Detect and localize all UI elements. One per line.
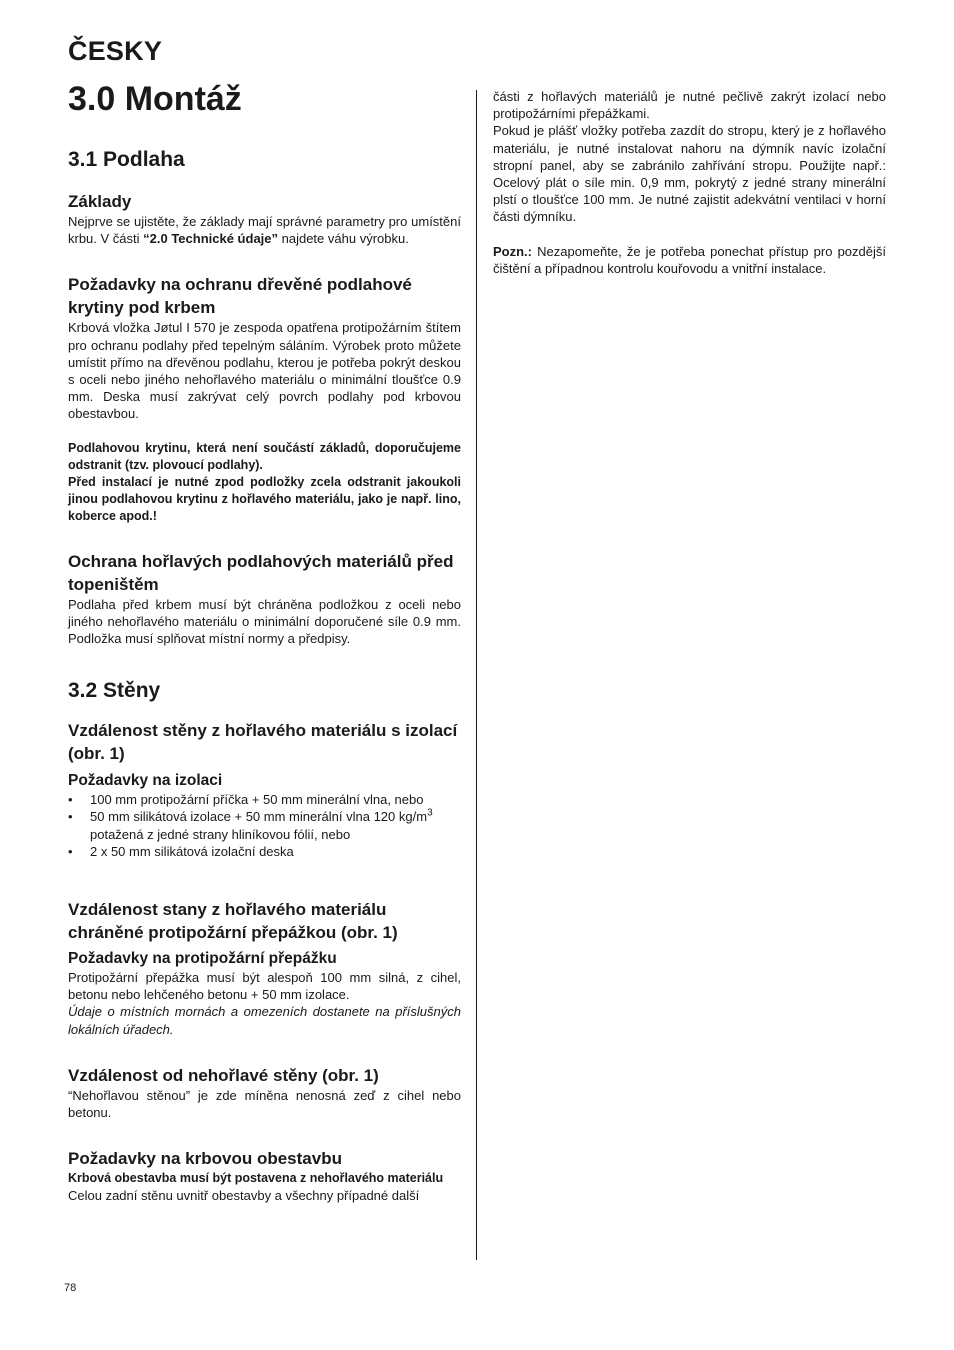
firewall-paragraph: Protipožární přepážka musí být alespoň 100 mm silná, z cihel, betonu nebo lehčeného betonu + 50 mm izolace. — [68, 970, 461, 1003]
surround-requirements-heading: Požadavky na krbovou obestavbu — [68, 1149, 342, 1169]
surround-paragraph: Celou zadní stěnu uvnitř obestavby a všechny případné další — [68, 1188, 420, 1204]
combustible-floor-heading: Ochrana hořlavých podlahových materiálů před topeništěm — [68, 551, 454, 594]
page-number: 78 — [64, 1282, 77, 1294]
list-item — [68, 808, 461, 842]
note-label: Pozn.: — [493, 243, 532, 259]
technical-data-reference: “2.0 Technické údaje” — [143, 231, 279, 247]
note-paragraph — [493, 243, 886, 277]
floor-protection-heading: Požadavky na ochranu dřevěné podlahové krytiny pod krbem — [68, 275, 412, 318]
insulation-requirements-heading: Požadavky na izolaci — [68, 772, 223, 790]
zaklady-text-b: najdete váhu výrobku. — [278, 231, 409, 247]
local-regulations-note: Údaje o místních mornách a omezeních dostanete na příslušných lokálních úřadech. — [68, 1004, 461, 1037]
chapter-title: 3.0 Montáž — [68, 80, 242, 118]
combustible-floor-paragraph: Podlaha před krbem musí být chráněna podložkou z oceli nebo jiného nehořlavého materiálu o minimální doporučené síle 0.9 mm. Podložka musí splňovat místní normy a předpisy. — [68, 596, 461, 647]
language-heading: ČESKY — [68, 36, 163, 66]
right-paragraph-1: části z hořlavých materiálů je nutné pečlivě zakrýt izolací nebo protipožárními přepážkami. — [493, 89, 886, 122]
insulated-wall-heading: Vzdálenost stěny z hořlavého materiálu s izolací (obr. 1) — [68, 721, 458, 764]
list-item: • 2 x 50 mm silikátová izolační deska — [68, 843, 461, 860]
bold-note-2: Před instalací je nutné zpod podložky zcela odstranit jakoukoli jinou podlahovou krytinu z hořlavého materiálu, jako je např. lino, koberce apod.! — [68, 475, 461, 524]
list-item-text: 50 mm silikátová izolace + 50 mm minerální vlna 120 kg/m — [90, 809, 428, 825]
note-text: Nezapomeňte, že je potřeba ponechat přístup pro pozdější čištění a případnou kontrolu kouřovodu a vnitřní instalace. — [493, 243, 886, 276]
list-item-continuation: potažená z jedné strany hliníkovou fólií, nebo — [90, 826, 351, 842]
left-column — [68, 146, 461, 1205]
surround-bold-note: Krbová obestavba musí být postavena z nehořlavého materiálu — [68, 1171, 444, 1186]
firewall-heading: Vzdálenost stany z hořlavého materiálu chráněné protipožární přepážkou (obr. 1) — [68, 900, 398, 943]
insulation-list — [68, 791, 461, 860]
right-column — [493, 88, 886, 277]
superscript: 3 — [427, 808, 433, 820]
zaklady-paragraph — [68, 213, 461, 247]
zaklady-heading: Základy — [68, 192, 132, 211]
bold-note-1: Podlahovou krytinu, která není součástí základů, doporučujeme odstranit (tzv. plovoucí podlahy). — [68, 440, 461, 472]
right-paragraph-2: Pokud je plášť vložky potřeba zazdít do stropu, který je z hořlavého materiálu, je nutné instalovat nahoru na dýmník navíc izolační stropní panel, aby se zabránilo zahřívání stropu. Použijte např.: Ocelový plát o síle min. 0,9 mm, pokrytý z jedné strany minerální plstí o tloušťce 100 mm. Je nutné zajistit adekvátní ventilaci v horní části dýmníku. — [493, 123, 886, 225]
section-3-2-title: 3.2 Stěny — [68, 679, 161, 703]
column-divider — [476, 90, 477, 1260]
zaklady-text-a: Nejprve se ujistěte, že základy mají správné parametry pro umístění krbu. V části — [68, 214, 461, 247]
floor-protection-paragraph: Krbová vložka Jøtul I 570 je zespoda opatřena protipožárním štítem pro ochranu podlahy před tepelným sáláním. Výrobek proto můžete umístit přímo na dřevěnou podlahu, kterou je potřeba pokrýt deskou s oceli nebo jiného nehořlavého materiálu o minimální tloušťce 0.9 mm. Deska musí zakrývat celý povrch podlahy pod krbovou obestavbou. — [68, 320, 461, 422]
firewall-requirements-heading: Požadavky na protipožární přepážku — [68, 950, 337, 968]
section-3-1-title: 3.1 Podlaha — [68, 148, 185, 171]
list-item: • 100 mm protipožární příčka + 50 mm minerální vlna, nebo — [68, 791, 461, 808]
noncombustible-wall-paragraph: “Nehořlavou stěnou” je zde míněna nenosná zeď z cihel nebo betonu. — [68, 1087, 461, 1121]
noncombustible-wall-heading: Vzdálenost od nehořlavé stěny (obr. 1) — [68, 1065, 379, 1085]
